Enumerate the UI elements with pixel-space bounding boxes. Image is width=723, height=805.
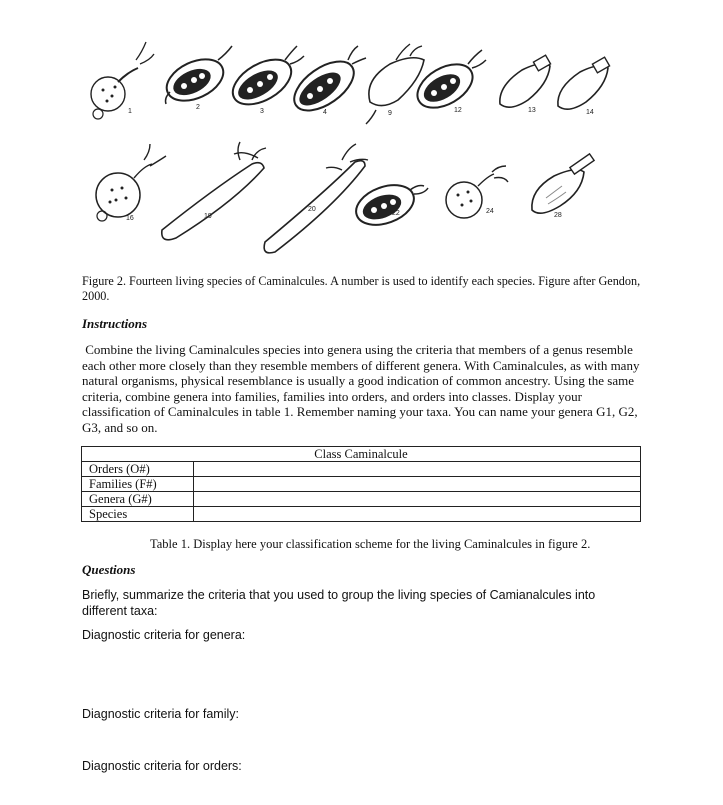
table-caption: Table 1. Display here your classification scheme for the living Caminalcules in figure 2. [150,537,591,551]
table-header: Class Caminalcule [82,447,641,462]
caminalcules-illustration [80,30,640,265]
species-label: 1 [128,108,132,115]
table-header-row [82,447,641,462]
species-label: 16 [126,215,134,222]
species-13-drawing [500,55,551,107]
instructions-text: Combine the living Caminalcules species into genera using the criteria that members of a genus resemble each other more closely than they resemble members of different genera. With Caminalcules, as with many natural organisms, physical resemblance is usually a good indication of common ancestry. Using the same criteria, combine genera into families, families into orders, and orders into classes. Display your classification of Caminalcules in table 1. Remember naming your taxa. You can name your genera G1, G2, G3, and so on. [82,342,640,435]
species-16-drawing [96,144,166,221]
species-label: 3 [260,108,264,115]
species-label: 20 [308,206,316,213]
species-22-drawing [351,178,428,232]
table-row [82,477,641,492]
row-label-families: Families (F#) [82,477,194,492]
species-label: 24 [486,208,494,215]
species-label: 28 [554,212,562,219]
figure-caption: Figure 2. Fourteen living species of Caminalcules. A number is used to identify each species. Figure after Gendon, 2000. [82,274,641,303]
species-label: 2 [196,104,200,111]
species-answer-cell[interactable] [194,507,641,522]
table-row [82,507,641,522]
classification-table [81,446,641,522]
species-19-drawing [162,142,266,240]
species-14-drawing [558,57,610,109]
genera-criteria-prompt: Diagnostic criteria for genera: [82,628,246,642]
row-label-genera: Genera (G#) [82,492,194,507]
species-24-drawing [446,166,508,218]
table-row [82,492,641,507]
row-label-species: Species [82,507,194,522]
species-label: 14 [586,109,594,116]
table-row [82,462,641,477]
species-label: 22 [392,210,400,217]
species-label: 4 [323,109,327,116]
species-label: 13 [528,107,536,114]
families-answer-cell[interactable] [194,477,641,492]
species-2-drawing [160,46,232,109]
species-label: 9 [388,110,392,117]
species-1-drawing [91,42,154,119]
family-criteria-prompt: Diagnostic criteria for family: [82,707,239,721]
instructions-heading: Instructions [82,316,148,331]
species-28-drawing [532,154,594,213]
species-9-drawing [366,44,424,124]
species-20-drawing [264,144,368,253]
orders-criteria-prompt: Diagnostic criteria for orders: [82,759,242,773]
species-label: 12 [454,107,462,114]
questions-heading: Questions [82,562,136,577]
instructions-paragraph [82,342,644,435]
genera-answer-cell[interactable] [194,492,641,507]
questions-intro: Briefly, summarize the criteria that you used to group the living species of Camianalcules into different taxa: [82,588,596,618]
species-label: 19 [204,213,212,220]
orders-answer-cell[interactable] [194,462,641,477]
caminalcules-figure [80,30,640,265]
row-label-orders: Orders (O#) [82,462,194,477]
species-3-drawing [225,46,304,114]
